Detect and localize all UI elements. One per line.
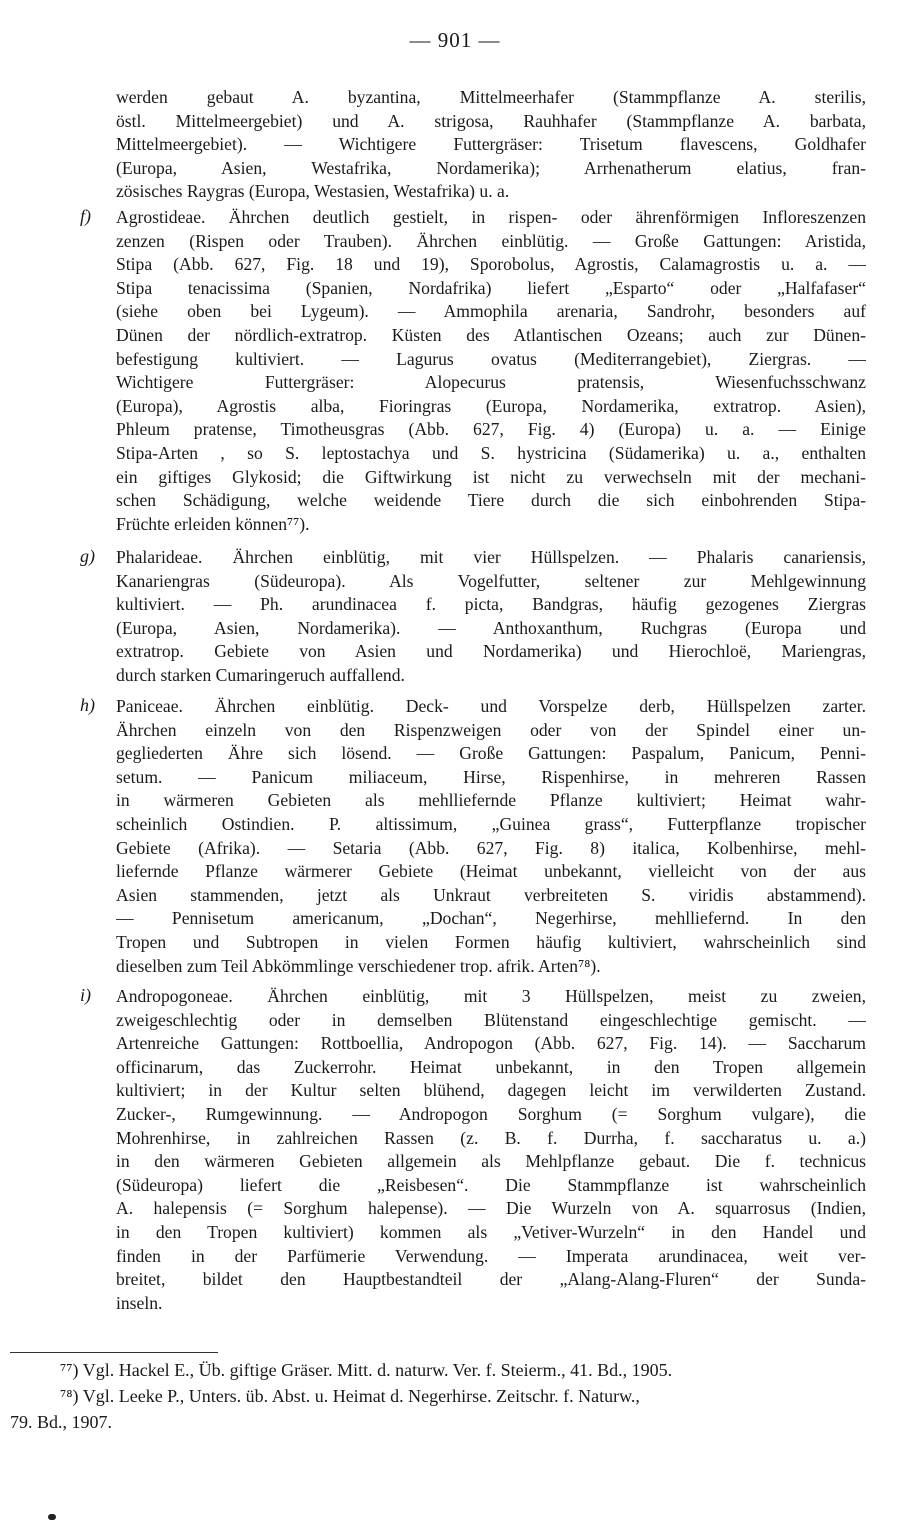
text-line: ein giftiges Glykosid; die Giftwirkung ist nicht zu verwechseln mit der mechani- [116, 466, 866, 487]
text-line: Phleum pratense, Timotheusgras (Abb. 627, Fig. 4) (Europa) u. a. — Einige [116, 419, 866, 440]
text-line: — Pennisetum americanum, „Dochan“, Negerhirse, mehlliefernd. In den [116, 908, 866, 929]
text-line: finden in der Parfümerie Verwendung. — Imperata arundinacea, weit ver- [116, 1245, 866, 1266]
text-line: östl. Mittelmeergebiet) und A. strigosa, Rauhhafer (Stammpflanze A. barbata, [116, 110, 866, 131]
text-line: Asien stammenden, jetzt als Unkraut verbreiteten S. viridis abstammend). [116, 884, 866, 905]
text-line: Phalarideae. Ährchen einblütig, mit vier Hüllspelzen. — Phalaris canariensis, [116, 547, 866, 567]
section-marker: f) [80, 206, 91, 226]
text-line: (Südeuropa) liefert die „Reisbesen“. Die Stammpflanze ist wahrscheinlich [116, 1174, 866, 1195]
text-line: dieselben zum Teil Abkömmlinge verschiedener trop. afrik. Arten⁷⁸). [116, 955, 601, 976]
text-line: kultiviert. — Ph. arundinacea f. picta, Bandgras, häufig gezogenes Ziergras [116, 594, 866, 615]
text-line: liefernde Pflanze wärmerer Gebiete (Heimat unbekannt, vielleicht von der aus [116, 861, 866, 882]
intro-paragraph [116, 86, 866, 204]
text-line: (Europa, Asien, Westafrika, Nordamerika); Arrhenatherum elatius, fran- [116, 157, 866, 178]
text-line: zweigeschlechtig oder in demselben Blütenstand eingeschlechtige gemischt. — [116, 1009, 866, 1030]
page-number: — 901 — [409, 28, 501, 52]
text-line: in den Tropen kultiviert) kommen als „Vetiver-Wurzeln“ in den Handel und [116, 1221, 866, 1242]
section-marker: i) [80, 985, 91, 1005]
text-line: breitet, bildet den Hauptbestandteil der „Alang-Alang-Fluren“ der Sunda- [116, 1269, 866, 1290]
text-line: Zucker-, Rumgewinnung. — Andropogon Sorghum (= Sorghum vulgare), die [116, 1103, 866, 1124]
section-body [116, 546, 866, 688]
text-line: scheinlich Ostindien. P. altissimum, „Guinea grass“, Futterpflanze tropischer [116, 813, 866, 834]
page-speck [48, 1514, 56, 1520]
footnote-78: ⁷⁸) Vgl. Leeke P., Unters. üb. Abst. u. Heimat d. Negerhirse. Zeitschr. f. Naturw., [60, 1386, 640, 1406]
text-line: inseln. [116, 1292, 163, 1313]
text-line: Artenreiche Gattungen: Rottboellia, Andropogon (Abb. 627, Fig. 14). — Saccharum [116, 1033, 866, 1054]
text-line: Mohrenhirse, in zahlreichen Rassen (z. B. f. Durrha, f. saccharatus u. a.) [116, 1127, 866, 1148]
text-line: in den wärmeren Gebieten allgemein als Mehlpflanze gebaut. Die f. technicus [116, 1151, 866, 1172]
text-line: Mittelmeergebiet). — Wichtigere Futtergräser: Trisetum flavescens, Goldhafer [116, 134, 866, 155]
text-line: Kanariengras (Südeuropa). Als Vogelfutter, seltener zur Mehlgewinnung [116, 570, 866, 591]
section-marker: h) [80, 695, 95, 715]
footnote-77: ⁷⁷) Vgl. Hackel E., Üb. giftige Gräser. Mitt. d. naturw. Ver. f. Steierm., 41. Bd., 1905. [60, 1360, 673, 1380]
text-line: kultiviert; in der Kultur selten blühend, dagegen leicht im verwilderten Zustand. [116, 1080, 866, 1101]
text-line: Stipa tenacissima (Spanien, Nordafrika) liefert „Esparto“ oder „Halfafaser“ [116, 277, 866, 298]
footnote-78-continued: 79. Bd., 1907. [10, 1412, 113, 1432]
text-line: Wichtigere Futtergräser: Alopecurus pratensis, Wiesenfuchsschwanz [116, 372, 866, 393]
text-line: Tropen und Subtropen in vielen Formen häufig kultiviert, wahrscheinlich sind [116, 931, 866, 952]
text-line: schen Schädigung, welche weidende Tiere durch die sich einbohrenden Stipa- [116, 490, 866, 511]
section-body [116, 206, 866, 536]
text-line: durch starken Cumaringeruch auffallend. [116, 664, 405, 685]
text-line: setum. — Panicum miliaceum, Hirse, Rispenhirse, in mehreren Rassen [116, 766, 866, 787]
text-line: in wärmeren Gebieten als mehlliefernde Pflanze kultiviert; Heimat wahr- [116, 790, 866, 811]
section-body [116, 985, 866, 1315]
text-line: officinarum, das Zuckerrohr. Heimat unbekannt, in den Tropen allgemein [116, 1056, 866, 1077]
text-line: A. halepensis (= Sorghum halepense). — Die Wurzeln von A. squarrosus (Indien, [116, 1198, 866, 1219]
text-line: Stipa-Arten , so S. leptostachya und S. hystricina (Südamerika) u. a., enthalten [116, 442, 866, 463]
section-marker: g) [80, 546, 95, 566]
text-line: Gebiete (Afrika). — Setaria (Abb. 627, Fig. 8) italica, Kolbenhirse, mehl- [116, 837, 866, 858]
text-line: gegliederten Ähre sich lösend. — Große Gattungen: Paspalum, Panicum, Penni- [116, 743, 866, 764]
text-line: Ährchen einzeln von den Rispenzweigen oder von der Spindel einer un- [116, 719, 866, 740]
text-line: (Europa), Agrostis alba, Fioringras (Europa, Nordamerika, extratrop. Asien), [116, 395, 866, 416]
text-line: werden gebaut A. byzantina, Mittelmeerhafer (Stammpflanze A. sterilis, [116, 87, 866, 107]
text-line: Stipa (Abb. 627, Fig. 18 und 19), Sporobolus, Agrostis, Calamagrostis u. a. — [116, 254, 866, 275]
text-line: Früchte erleiden können⁷⁷). [116, 513, 310, 534]
text-line: Andropogoneae. Ährchen einblütig, mit 3 Hüllspelzen, meist zu zweien, [116, 986, 866, 1006]
text-line: (siehe oben bei Lygeum). — Ammophila arenaria, Sandrohr, besonders auf [116, 301, 866, 322]
text-line: zösisches Raygras (Europa, Westasien, Westafrika) u. a. [116, 181, 510, 202]
text-line: Paniceae. Ährchen einblütig. Deck- und Vorspelze derb, Hüllspelzen zarter. [116, 696, 866, 716]
text-line: zenzen (Rispen oder Trauben). Ährchen einblütig. — Große Gattungen: Aristida, [116, 230, 866, 251]
text-line: extratrop. Gebiete von Asien und Nordamerika) und Hierochloë, Mariengras, [116, 641, 866, 662]
text-line: Dünen der nördlich-extratrop. Küsten des Atlantischen Ozeans; auch zur Dünen- [116, 324, 866, 345]
section-body [116, 695, 866, 978]
text-line: Agrostideae. Ährchen deutlich gestielt, in rispen- oder ährenförmigen Infloreszenzen [116, 207, 866, 227]
text-line: (Europa, Asien, Nordamerika). — Anthoxanthum, Ruchgras (Europa und [116, 617, 866, 638]
text-line: befestigung kultiviert. — Lagurus ovatus (Mediterrangebiet), Ziergras. — [116, 348, 866, 369]
footnote-rule [10, 1352, 218, 1353]
